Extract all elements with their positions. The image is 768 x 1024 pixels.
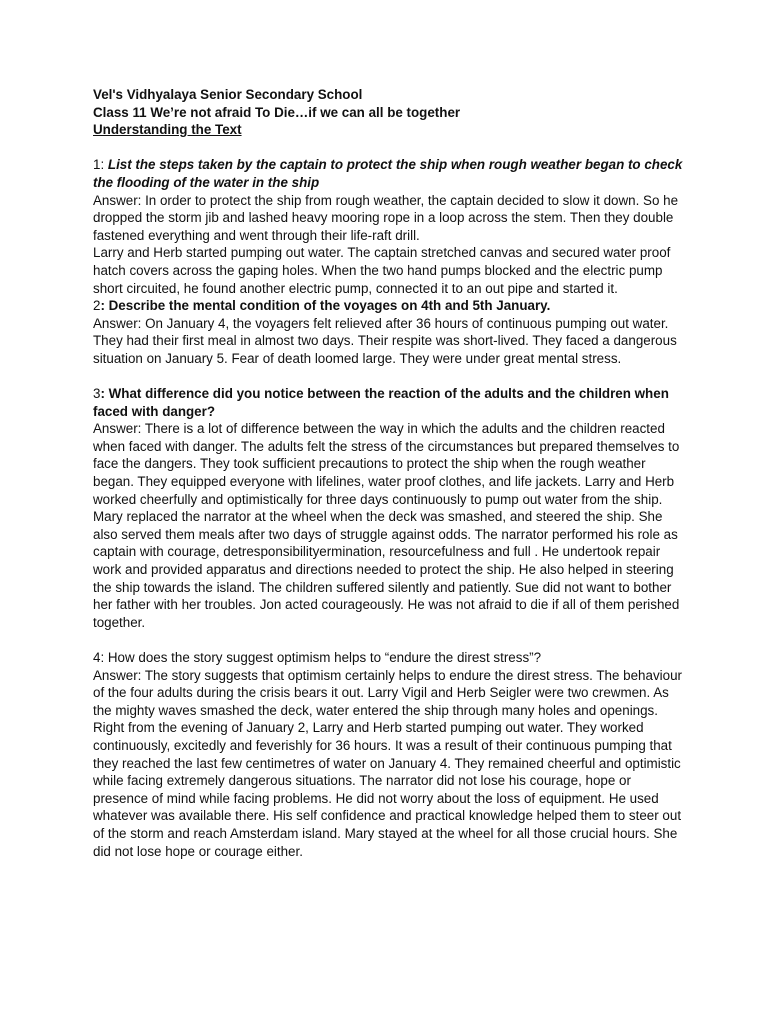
section-heading: Understanding the Text <box>93 122 242 138</box>
school-name: Vel's Vidhyalaya Senior Secondary School <box>93 87 363 102</box>
answer-3: Answer: There is a lot of difference between the way in which the adults and the children reacted when faced with danger. The adults felt the stress of the circumstances but prepared themselves to face the dangers. They took sufficient precautions to protect the ship when the rough weather began. They equipped everyone with lifelines, water proof clothes, and life jackets. Larry and Herb worked cheerfully and optimistically for three days continuously to pump out water from the ship. Mary replaced the narrator at the wheel when the deck was smashed, and steered the ship. She also served them meals after two days of struggle against odds. The narrator performed his role as captain with courage, detresponsibilityermination, resourcefulness and full . He undertook repair work and provided apparatus and directions needed to protect the ship. He also helped in steering the ship towards the island. The children suffered silently and patiently. Sue did not want to bother her father with her troubles. Jon acted courageously. He was not afraid to die if all of them perished together. <box>93 421 680 630</box>
answer-4: Answer: The story suggests that optimism certainly helps to endure the direst stress. The behaviour of the four adults during the crisis bears it out. Larry Vigil and Herb Seigler were two crewmen. As the mighty waves smashed the deck, water entered the ship through many holes and openings. Right from the evening of January 2, Larry and Herb started pumping out water. They worked continuously, excitedly and feverishly for 36 hours. It was a result of their continuous pumping that they reached the last few centimetres of water on January 4. They remained cheerful and optimistic while facing extremely dangerous situations. The narrator did not lose his courage, hope or presence of mind while facing problems. He did not worry about the loss of equipment. He used whatever was available there. His self confidence and practical knowledge helped them to steer out of the storm and reach Amsterdam island. Mary stayed at the wheel for all those crucial hours. She did not lose hope or courage either. <box>93 667 682 859</box>
question-3-text: : What difference did you notice between the reaction of the adults and the children when faced with danger? <box>93 386 669 419</box>
question-3-number: 3 <box>93 386 101 402</box>
question-1-text: List the steps taken by the captain to protect the ship when rough weather began to check the flooding of the water in the ship <box>93 157 683 190</box>
chapter-title: Class 11 We’re not afraid To Die…if we can all be together <box>93 104 461 120</box>
blank-line <box>93 368 683 386</box>
answer-1-paragraph-2: Larry and Herb started pumping out water. The captain stretched canvas and secured water proof hatch covers across the gaping holes. When the two hand pumps blocked and the electric pump short circuited, he found another electric pump, connected it to an out pipe and started it. <box>93 245 671 296</box>
answer-1-paragraph-1: Answer: In order to protect the ship from rough weather, the captain decided to slow it down. So he dropped the storm jib and lashed heavy mooring rope in a loop across the stem. Then they double fastened everything and went through their life-raft drill. <box>93 192 679 243</box>
question-2-text: : Describe the mental condition of the voyages on 4th and 5th January. <box>100 298 551 314</box>
answer-2: Answer: On January 4, the voyagers felt relieved after 36 hours of continuous pumping out water. They had their first meal in almost two days. Their respite was short-lived. They faced a dangerous situation on January 5. Fear of death loomed large. They were under great mental stress. <box>93 315 677 366</box>
question-2-number: 2 <box>93 298 101 314</box>
question-2 <box>93 297 683 315</box>
question-4: 4: How does the story suggest optimism helps to “endure the direst stress”? <box>93 650 542 665</box>
blank-line <box>93 631 683 649</box>
blank-line <box>93 139 683 157</box>
question-1-number: 1: <box>93 157 108 173</box>
question-3 <box>93 385 683 420</box>
document-page <box>93 86 683 860</box>
question-1 <box>93 156 683 191</box>
